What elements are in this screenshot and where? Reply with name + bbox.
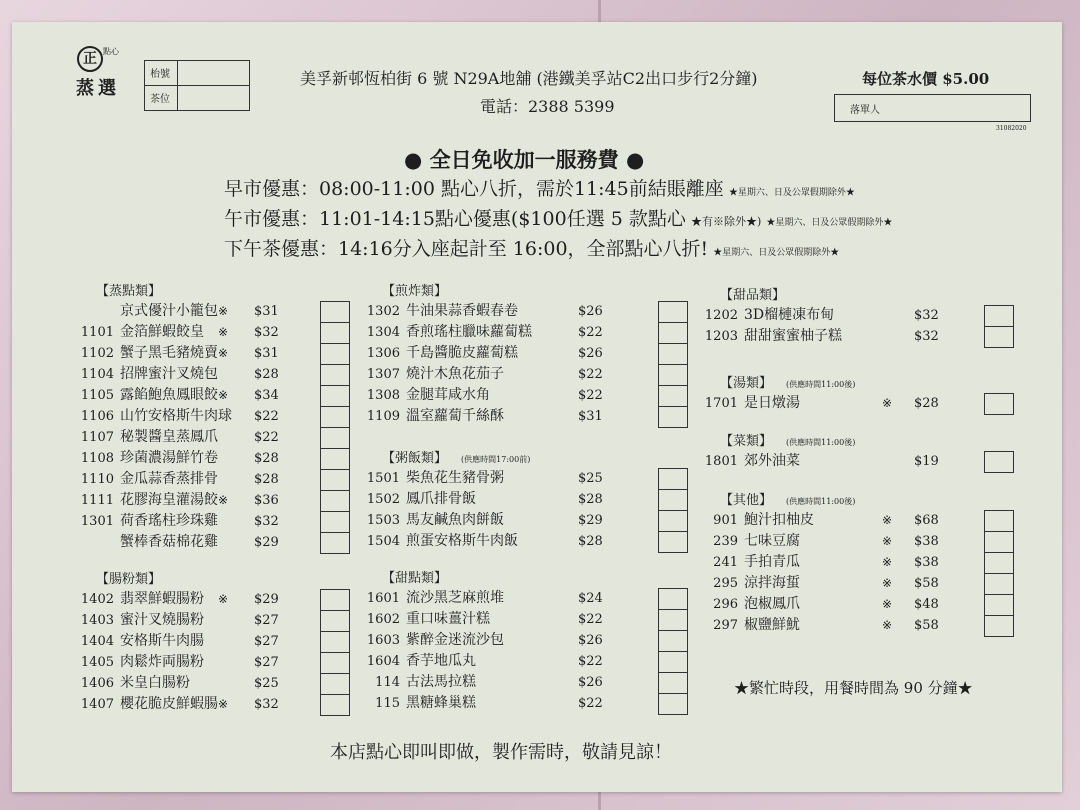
quantity-box[interactable] [984,305,1014,327]
menu-item [56,610,350,631]
item-price: $31 [254,346,279,361]
item-code: 1501 [366,471,400,486]
item-price: $32 [254,514,279,529]
menu-item [342,489,688,510]
order-sheet [12,22,1062,792]
item-code: 297 [713,618,738,633]
item-code: 901 [713,513,738,528]
item-code: 1405 [80,655,114,670]
item-name: 鮑汁扣柚皮 [744,512,814,528]
menu-item [56,364,350,385]
table-no-label: 枱號 [150,69,170,80]
item-price: $58 [914,576,939,591]
item-mark: ※ [218,346,229,360]
item-price: $22 [578,325,603,340]
quantity-box[interactable] [984,594,1014,616]
section-title-text: 【蒸點類】 [96,284,162,299]
promo-morning: 早市優惠：08:00-11:00 點心八折，需於11:45前結賬離座 ★星期六、日及公眾假期除外★ [224,178,855,200]
restaurant-logo [64,46,132,100]
menu-item [342,343,688,364]
item-code: 1202 [704,308,738,323]
item-name: 招牌蜜汁叉燒包 [120,366,218,382]
item-code: 1306 [366,346,400,361]
menu-item [56,589,350,610]
item-code: 1602 [366,612,400,627]
item-price: $36 [254,493,279,508]
item-price: $28 [254,451,279,466]
section-title [382,280,447,299]
item-name: 七味豆腐 [744,533,800,549]
phone: 電話：2388 5399 [480,97,615,116]
item-price: $22 [578,367,603,382]
menu-item [342,322,688,343]
item-name: 荷香瑤柱珍珠雞 [120,513,218,529]
item-code: 1101 [80,325,114,340]
item-price: $26 [578,633,603,648]
item-name: 泡椒鳳爪 [744,596,800,612]
promo-headline: ● 全日免收加一服務費 ● [404,147,645,172]
item-mark: ※ [218,697,229,711]
item-price: $22 [578,388,603,403]
item-price: $68 [914,513,939,528]
form-code: 31082020 [996,125,1027,132]
item-mark: ※ [882,513,893,527]
item-code: 239 [713,534,738,549]
item-code: 1404 [80,634,114,649]
item-code: 115 [375,696,400,711]
item-price: $32 [254,697,279,712]
menu-item [680,393,1014,414]
item-price: $26 [578,675,603,690]
quantity-box[interactable] [658,364,688,386]
quantity-box[interactable] [984,573,1014,595]
item-name: 郊外油菜 [744,453,800,469]
tea-label: 茶位 [150,94,170,105]
order-taker-label: 落單人 [850,105,880,116]
menu-item [680,510,1014,531]
section-title [96,568,161,587]
item-price: $34 [254,388,279,403]
quantity-box[interactable] [658,672,688,694]
section-title-text: 【甜品類】 [720,288,786,303]
menu-item [56,694,350,715]
item-name: 燒汁木魚花茄子 [406,366,504,382]
section-title-text: 【腸粉類】 [96,572,162,587]
item-mark: ※ [218,304,229,318]
table-no-field[interactable] [177,60,250,86]
menu-item [342,630,688,651]
item-name: 京式優汁小籠包 [120,303,218,319]
menu-item [56,532,350,553]
item-name: 椒鹽鮮魷 [744,617,800,633]
logo-small-text: 點心 [103,47,119,56]
item-code: 1402 [80,592,114,607]
item-name: 煎蛋安格斯牛肉飯 [406,533,518,549]
item-name: 珍菌濃湯鮮竹卷 [120,450,218,466]
item-name: 古法馬拉糕 [406,674,476,690]
item-code: 1110 [80,472,114,487]
menu-item [342,609,688,630]
item-code: 1304 [366,325,400,340]
item-price: $31 [578,409,603,424]
item-mark: ※ [218,592,229,606]
address: 美孚新邨恆柏街 6 號 N29A地舖 (港鐵美孚站C2出口步行2分鐘) [300,69,758,88]
item-name: 翡翠鮮蝦腸粉 [120,591,204,607]
item-price: $25 [578,471,603,486]
item-name: 安格斯牛肉腸 [120,633,204,649]
menu-item [342,468,688,489]
tea-count-field[interactable] [177,85,250,111]
section-title [720,372,855,391]
menu-item [342,510,688,531]
item-name: 牛油果蒜香蝦春卷 [406,303,518,319]
quantity-box[interactable] [658,489,688,511]
item-code: 1801 [704,454,738,469]
item-code: 1308 [366,388,400,403]
item-mark: ※ [882,576,893,590]
item-name: 手拍青瓜 [744,554,800,570]
item-name: 蜜汁叉燒腸粉 [120,612,204,628]
item-price: $38 [914,555,939,570]
item-name: 柴魚花生豬骨粥 [406,470,504,486]
menu-item [56,343,350,364]
item-name: 重口味薑汁糕 [406,611,490,627]
item-price: $19 [914,454,939,469]
quantity-box[interactable] [984,393,1014,415]
item-name: 蟹子黑毛豬燒賣 [120,345,218,361]
item-code: 241 [713,555,738,570]
item-price: $28 [578,534,603,549]
menu-item [56,652,350,673]
item-name: 涼拌海蜇 [744,575,800,591]
menu-item [342,672,688,693]
section-title [96,280,161,299]
item-price: $22 [578,612,603,627]
item-price: $58 [914,618,939,633]
menu-item [680,326,1014,347]
menu-item [56,385,350,406]
section-title [382,567,447,586]
item-name: 米皇白腸粉 [120,675,190,691]
menu-item [56,322,350,343]
promo-lunch: 午市優惠：11:01-14:15點心優惠($100任選 5 款點心 ★有※除外★) ★星期六、日及公眾假期除外★ [224,208,893,230]
item-mark: ※ [218,388,229,402]
item-price: $22 [254,409,279,424]
menu-item [56,469,350,490]
item-price: $22 [578,696,603,711]
section-title [720,284,785,303]
item-price: $22 [578,654,603,669]
item-name: 花膠海皇灌湯餃 [120,492,218,508]
item-code: 1407 [80,697,114,712]
quantity-box[interactable] [658,651,688,673]
menu-item [56,673,350,694]
item-name: 馬友鹹魚肉餅飯 [406,512,504,528]
menu-item [680,615,1014,636]
item-code: 1603 [366,633,400,648]
section-title-text: 【其他】 [720,493,773,508]
item-code: 1504 [366,534,400,549]
item-code: 296 [713,597,738,612]
item-price: $29 [254,592,279,607]
section-title-text: 【粥飯類】 [382,451,448,466]
item-code: 295 [713,576,738,591]
item-name: 香芋地瓜丸 [406,653,476,669]
section-title [720,430,855,449]
item-mark: ※ [882,534,893,548]
item-name: 黑糖蜂巢糕 [406,695,476,711]
menu-item [680,531,1014,552]
item-code: 1109 [366,409,400,424]
section-title-text: 【煎炸類】 [382,284,448,299]
item-name: 露餡鮑魚鳳眼餃 [120,387,218,403]
menu-item [56,427,350,448]
item-code: 1104 [80,367,114,382]
item-code: 1302 [366,304,400,319]
quantity-box[interactable] [984,326,1014,348]
item-price: $32 [914,308,939,323]
table-tea-form [144,60,249,112]
item-code: 1105 [80,388,114,403]
menu-item [56,631,350,652]
item-price: $27 [254,655,279,670]
section-title [720,489,855,508]
quantity-box[interactable] [984,552,1014,574]
menu-item [56,406,350,427]
item-code: 1301 [80,514,114,529]
item-price: $28 [914,396,939,411]
section-note: (供應時間11:00後) [786,438,856,447]
item-code: 1403 [80,613,114,628]
item-code: 1307 [366,367,400,382]
item-name: 金箔鮮蝦餃皇 [120,324,204,340]
item-price: $27 [254,613,279,628]
menu-item [342,301,688,322]
item-name: 鳳爪排骨飯 [406,491,476,507]
item-name: 肉鬆炸両腸粉 [120,654,204,670]
item-price: $32 [254,325,279,340]
item-price: $28 [254,367,279,382]
item-code: 1102 [80,346,114,361]
menu-item [342,531,688,552]
quantity-box[interactable] [984,615,1014,637]
section-title [382,447,530,466]
menu-item [680,451,1014,472]
item-code: 1106 [80,409,114,424]
item-name: 金腿茸咸水角 [406,387,490,403]
item-price: $31 [254,304,279,319]
quantity-box[interactable] [320,448,350,470]
item-mark: ※ [218,493,229,507]
quantity-box[interactable] [320,427,350,449]
item-code: 1502 [366,492,400,507]
menu-item [680,594,1014,615]
section-note: (供應時間11:00後) [786,380,856,389]
item-price: $29 [254,535,279,550]
menu-item [680,305,1014,326]
quantity-box[interactable] [984,451,1014,473]
item-price: $32 [914,329,939,344]
item-code: 1601 [366,591,400,606]
item-price: $26 [578,304,603,319]
menu-item [342,651,688,672]
item-name: 蟹棒香菇棉花雞 [120,534,218,550]
item-name: 秘製醬皇蒸鳳爪 [120,429,218,445]
item-price: $27 [254,634,279,649]
item-mark: ※ [882,618,893,632]
tea-price: 每位茶水價 $5.00 [862,70,990,88]
item-price: $28 [578,492,603,507]
item-mark: ※ [218,325,229,339]
menu-item [56,511,350,532]
section-title-text: 【菜類】 [720,434,773,449]
item-price: $24 [578,591,603,606]
menu-item [342,588,688,609]
item-name: 紫醉金迷流沙包 [406,632,504,648]
menu-item [680,552,1014,573]
item-mark: ※ [882,396,893,410]
item-mark: ※ [882,555,893,569]
item-mark: ※ [882,597,893,611]
item-name: 山竹安格斯牛肉球 [120,408,232,424]
section-note: (供應時間11:00後) [786,497,856,506]
item-code: 1406 [80,676,114,691]
item-code: 1203 [704,329,738,344]
item-code: 1701 [704,396,738,411]
item-name: 流沙黑芝麻煎堆 [406,590,504,606]
item-name: 香煎瑤柱臘味蘿蔔糕 [406,324,532,340]
item-name: 櫻花脆皮鮮蝦腸 [120,696,218,712]
item-price: $48 [914,597,939,612]
section-note: (供應時間17:00前) [461,455,531,464]
item-name: 千島醬脆皮蘿蔔糕 [406,345,518,361]
item-code: 1503 [366,513,400,528]
promo-afternoon: 下午茶優惠：14:16分入座起計至 16:00，全部點心八折! ★星期六、日及公眾假期除外★ [224,238,840,260]
menu-item [56,448,350,469]
item-price: $29 [578,513,603,528]
quantity-box[interactable] [984,510,1014,532]
section-title-text: 【湯類】 [720,376,773,391]
menu-item [342,406,688,427]
footer-note: 本店點心即叫即做，製作需時，敬請見諒！ [330,742,672,763]
item-price: $28 [254,472,279,487]
item-price: $38 [914,534,939,549]
menu-item [56,490,350,511]
item-name: 是日燉湯 [744,395,800,411]
item-code: 1111 [80,493,114,508]
item-code: 1604 [366,654,400,669]
item-code: 1108 [80,451,114,466]
logo-mark: 正 [77,46,103,72]
item-price: $22 [254,430,279,445]
item-price: $26 [578,346,603,361]
menu-item [342,364,688,385]
item-name: 3D榴槤凍布甸 [744,307,835,323]
item-name: 甜甜蜜蜜柚子糕 [744,328,842,344]
item-code: 1107 [80,430,114,445]
item-price: $25 [254,676,279,691]
menu-item [342,693,688,714]
item-code: 114 [375,675,400,690]
quantity-box[interactable] [658,693,688,715]
item-name: 溫室蘿蔔千絲酥 [406,408,504,424]
section-title-text: 【甜點類】 [382,571,448,586]
menu-item [680,573,1014,594]
item-name: 金瓜蒜香蒸排骨 [120,471,218,487]
menu-item [342,385,688,406]
busy-note: ★繁忙時段，用餐時間為 90 分鐘★ [734,679,973,697]
menu-item [56,301,350,322]
quantity-box[interactable] [984,531,1014,553]
logo-name: 蒸選 [76,78,120,99]
